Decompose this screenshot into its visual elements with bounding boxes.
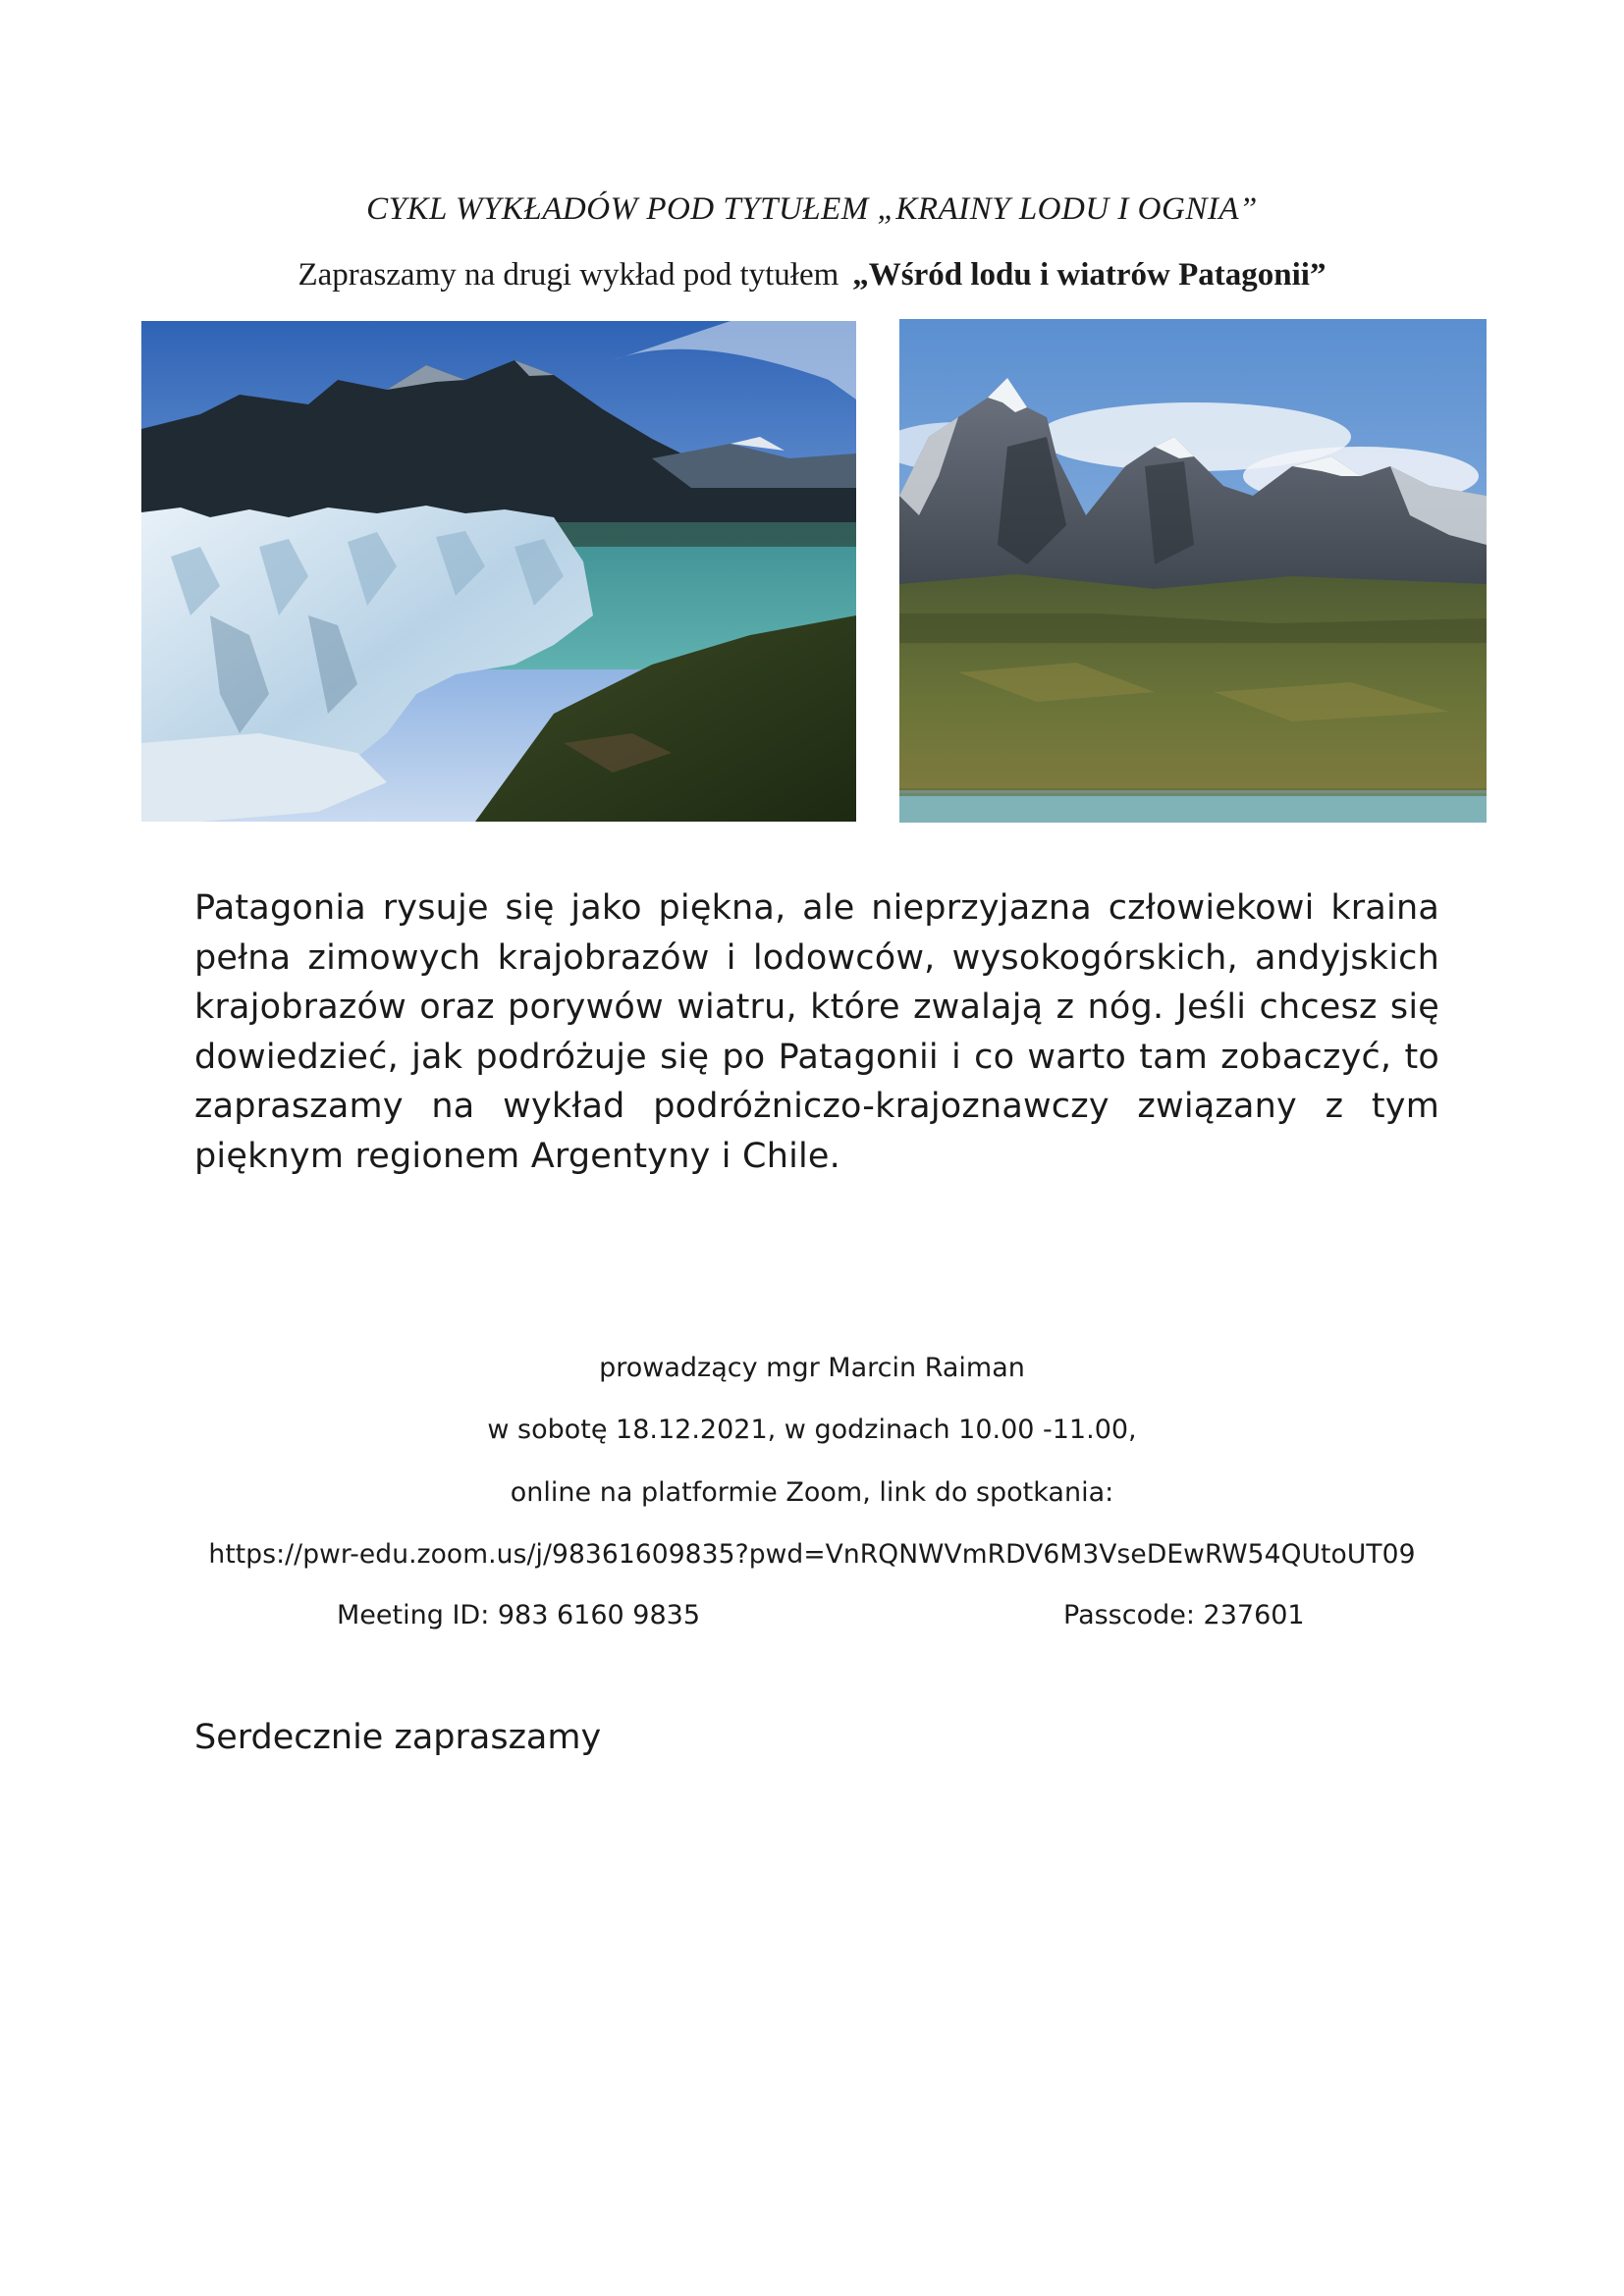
invite-prefix: Zapraszamy na drugi wykład pod tytułem [298, 257, 839, 293]
invite-line [0, 257, 1624, 294]
peaks-photo [899, 319, 1487, 823]
peaks-photo-image [899, 319, 1487, 823]
date-time-line: w sobotę 18.12.2021, w godzinach 10.00 -11.00, [487, 1415, 1137, 1445]
glacier-photo-image [141, 321, 856, 822]
meeting-id: Meeting ID: 983 6160 9835 [337, 1600, 700, 1630]
glacier-photo [141, 321, 856, 822]
lecture-title: „Wśród lodu i wiatrów Patagonii” [852, 257, 1326, 293]
lecturer-line: prowadzący mgr Marcin Raiman [599, 1353, 1025, 1383]
zoom-link[interactable]: https://pwr-edu.zoom.us/j/98361609835?pwd=VnRQNWVmRDV6M3VseDEwRW54QUtoUT09 [208, 1539, 1416, 1570]
passcode: Passcode: 237601 [1063, 1600, 1305, 1630]
series-title: CYKL WYKŁADÓW POD TYTUŁEM „KRAINY LODU I OGNIA” [366, 191, 1258, 227]
online-platform-line: online na platformie Zoom, link do spotkania: [510, 1477, 1114, 1508]
lecture-description: Patagonia rysuje się jako piękna, ale nieprzyjazna człowiekowi kraina pełna zimowych krajobrazów i lodowców, wysokogórskich, andyjskich krajobrazów oraz porywów wiatru, które zwalają z nóg. Jeśli chcesz się dowiedzieć, jak podróżuje się po Patagonii i co warto tam zobaczyć, to zapraszamy na wykład podróżniczo-krajoznawczy związany z tym pięknym regionem Argentyny i Chile. [194, 888, 1439, 1176]
closing-line: Serdecznie zapraszamy [194, 1718, 602, 1757]
